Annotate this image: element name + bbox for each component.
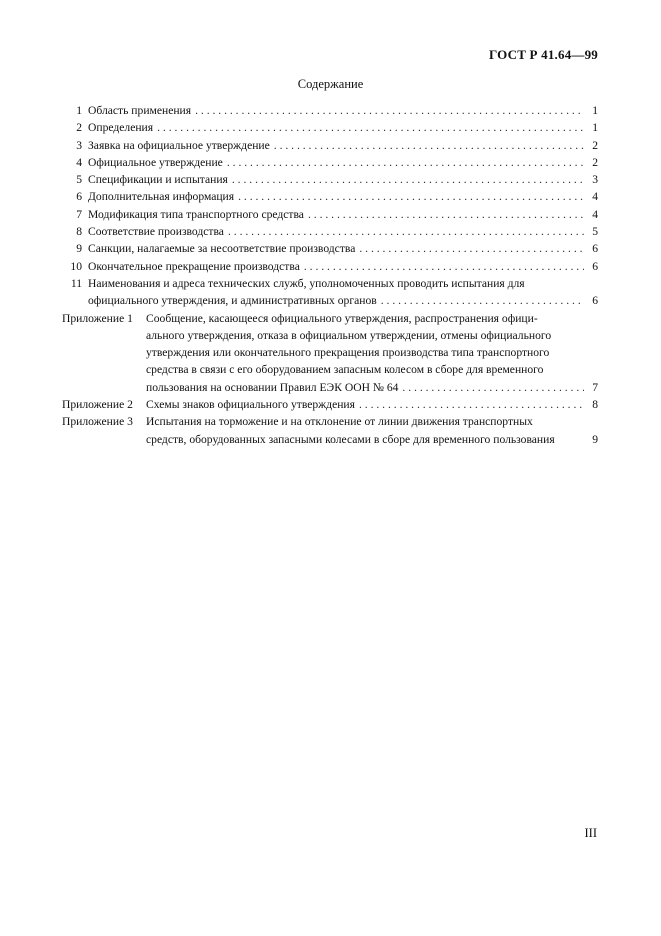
dot-leader <box>195 102 584 119</box>
appendix-title: Схемы знаков официального утверждения <box>146 398 355 412</box>
toc-entry[interactable] <box>62 206 598 223</box>
toc-entry-number: 10 <box>70 259 82 273</box>
toc-entry-page: 2 <box>592 138 598 152</box>
toc-appendix-entry[interactable] <box>62 413 598 448</box>
dot-leader <box>232 171 584 188</box>
toc-entry[interactable] <box>62 258 598 275</box>
appendix-title-continued: утверждения или окончательного прекращения производства типа транспортного <box>146 346 550 360</box>
toc-entry[interactable] <box>62 137 598 154</box>
toc-entry-title: Официальное утверждение <box>88 155 223 169</box>
toc-entry-number: 9 <box>76 242 82 256</box>
toc-entry-page: 3 <box>592 173 598 187</box>
toc-entry-page: 4 <box>592 207 598 221</box>
toc-entry-title: Соответствие производства <box>88 225 224 239</box>
toc-entry[interactable] <box>62 171 598 188</box>
toc-entry-number: 7 <box>76 207 82 221</box>
dot-leader <box>381 292 584 309</box>
toc-appendix-entry[interactable] <box>62 396 598 413</box>
toc-entry-title: Область применения <box>88 104 192 117</box>
toc-entry-number: 1 <box>76 104 82 117</box>
dot-leader <box>359 396 584 413</box>
appendix-page: 9 <box>592 432 598 446</box>
toc-title: Содержание <box>297 77 364 91</box>
toc-entry-page: 6 <box>592 242 598 256</box>
toc-entry-number: 11 <box>70 276 82 290</box>
toc-entry-page: 6 <box>592 294 598 308</box>
dot-leader <box>157 119 584 136</box>
dot-leader <box>308 206 584 223</box>
toc-entry-title: Определения <box>88 121 154 135</box>
toc-entry-page: 1 <box>592 121 598 135</box>
toc-entry-number: 5 <box>76 173 82 187</box>
toc-entry-title: Наименования и адреса технических служб, уполномоченных проводить испытания для <box>88 276 525 290</box>
toc-entry-title: Санкции, налагаемые за несоответствие производства <box>88 242 356 256</box>
document-code: ГОСТ Р 41.64—99 <box>489 47 598 62</box>
appendix-title-continued: пользования на основании Правил ЕЭК ООН № 64 <box>146 380 399 394</box>
appendix-label: Приложение 2 <box>62 398 133 412</box>
toc-entry-page: 2 <box>592 155 598 169</box>
dot-leader <box>228 223 584 240</box>
toc-entry-page: 4 <box>592 190 598 204</box>
toc-entry[interactable] <box>62 102 598 119</box>
dot-leader <box>304 258 584 275</box>
toc-entry-title: Спецификации и испытания <box>88 173 228 187</box>
toc-entry-number: 2 <box>76 121 82 135</box>
table-of-contents <box>62 102 598 448</box>
toc-entry[interactable] <box>62 240 598 257</box>
appendix-label: Приложение 1 <box>62 311 133 325</box>
dot-leader <box>359 240 584 257</box>
toc-entry-number: 8 <box>76 225 82 239</box>
toc-entry-number: 4 <box>76 155 82 169</box>
dot-leader <box>402 379 584 396</box>
appendix-title-continued: средства в связи с его оборудованием запасным колесом в сборе для временного <box>146 363 544 377</box>
toc-entry[interactable] <box>62 275 598 310</box>
toc-entry[interactable] <box>62 154 598 171</box>
toc-entry-page: 5 <box>592 225 598 239</box>
toc-entry-title: Модификация типа транспортного средства <box>88 207 304 221</box>
appendix-page: 7 <box>592 380 598 394</box>
toc-entry-page: 6 <box>592 259 598 273</box>
appendix-title-continued: средств, оборудованных запасными колесами в сборе для временного пользования <box>146 432 555 446</box>
appendix-title: Сообщение, касающееся официального утверждения, распространения офици- <box>146 311 538 325</box>
toc-entry-number: 3 <box>76 138 82 152</box>
toc-entry[interactable] <box>62 119 598 136</box>
toc-entry-number: 6 <box>76 190 82 204</box>
toc-entry-title-continued: официального утверждения, и административных органов <box>88 294 377 308</box>
toc-entry-title: Окончательное прекращение производства <box>88 259 300 273</box>
toc-entry[interactable] <box>62 223 598 240</box>
toc-entry-page: 1 <box>592 104 598 117</box>
toc-entry[interactable] <box>62 188 598 205</box>
appendix-label: Приложение 3 <box>62 415 133 429</box>
toc-appendix-entry[interactable] <box>62 310 598 396</box>
toc-entry-title: Дополнительная информация <box>88 190 235 204</box>
appendix-page: 8 <box>592 398 598 412</box>
page-number: III <box>584 826 597 840</box>
dot-leader <box>238 188 584 205</box>
appendix-title: Испытания на торможение и на отклонение от линии движения транспортных <box>146 415 533 429</box>
dot-leader <box>274 137 584 154</box>
dot-leader <box>227 154 584 171</box>
appendix-title-continued: ального утверждения, отказа в официальном утверждении, отмены официального <box>146 328 552 342</box>
toc-entry-title: Заявка на официальное утверждение <box>88 138 270 152</box>
